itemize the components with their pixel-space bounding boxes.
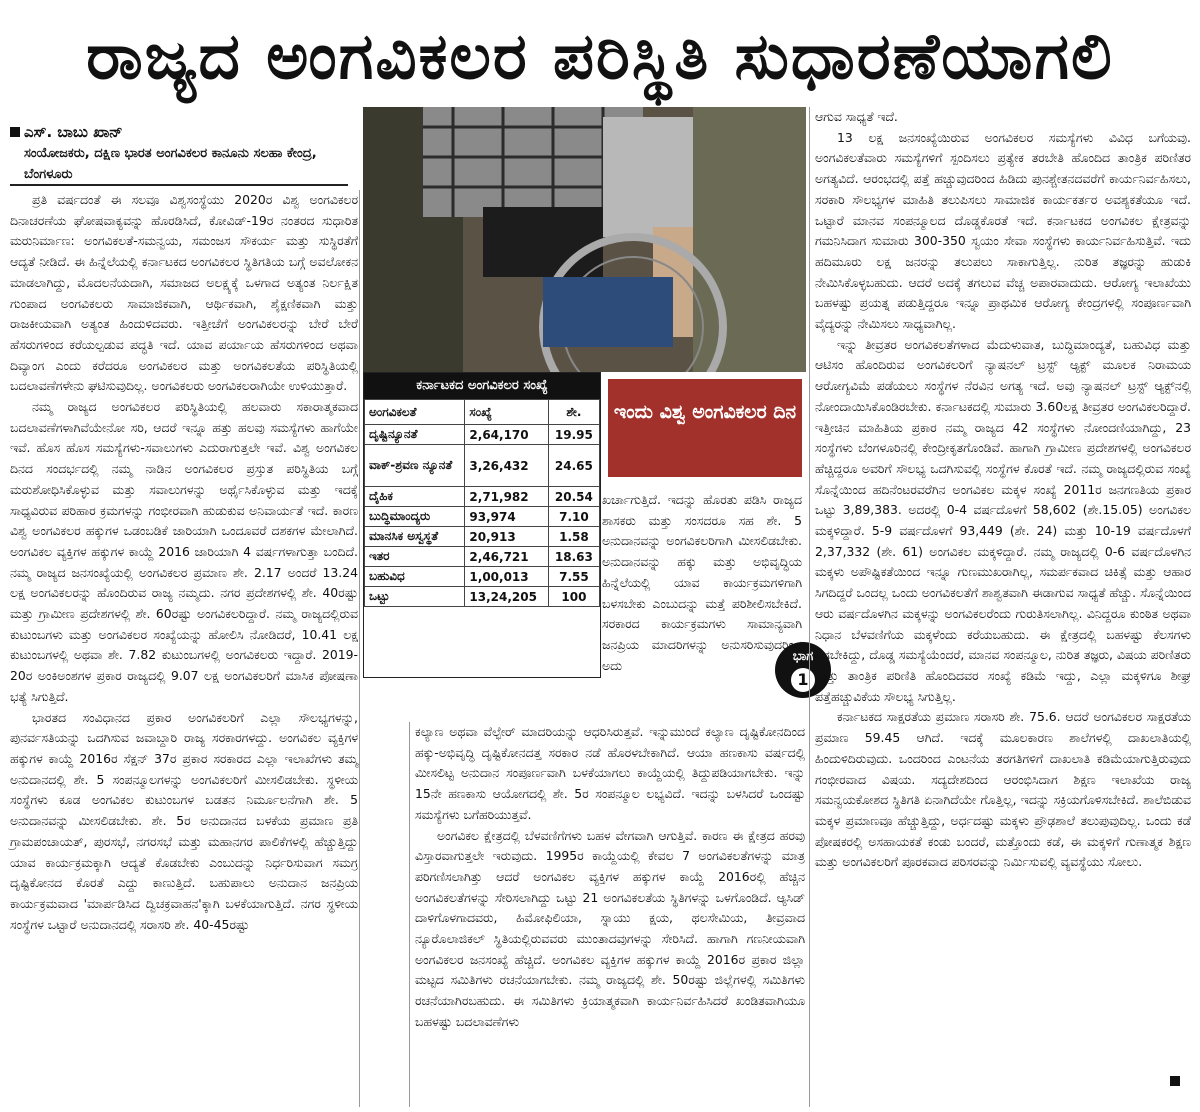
article-column-1 bbox=[10, 190, 358, 935]
table-header-row bbox=[365, 400, 600, 425]
end-mark-icon bbox=[1170, 1076, 1180, 1086]
author-role: ಸಂಯೋಜಕರು, ದಕ್ಷಿಣ ಭಾರತ ಅಂಗವಿಕಲರ ಕಾನೂನು ಸಲಹಾ ಕೇಂದ್ರ, ಬೆಂಗಳೂರು bbox=[24, 146, 317, 182]
table-cell: ವಾಕ್-ಶ್ರವಣ ನ್ಯೂನತೆ bbox=[365, 445, 465, 487]
table-row bbox=[365, 587, 600, 607]
table-cell: 20,913 bbox=[465, 527, 548, 547]
table-cell: ಬಹುವಿಧ bbox=[365, 567, 465, 587]
header-cell: ಅಂಗವಿಕಲತೆ bbox=[365, 400, 465, 425]
stats-grid bbox=[364, 399, 600, 607]
table-cell: 19.95 bbox=[548, 425, 599, 445]
bullet-square-icon bbox=[10, 127, 20, 137]
table-cell: ದೃಷ್ಟಿನ್ಯೂನತೆ bbox=[365, 425, 465, 445]
table-cell: 3,26,432 bbox=[465, 445, 548, 487]
header-cell: ಶೇ. bbox=[548, 400, 599, 425]
table-row bbox=[365, 527, 600, 547]
paragraph: ನಮ್ಮ ರಾಜ್ಯದ ಅಂಗವಿಕಲರ ಪರಿಸ್ಥಿತಿಯಲ್ಲಿ ಹಲವಾರು ಸಕಾರಾತ್ಮಕವಾದ ಬದಲಾವಣೆಗಳಾಗಿವೆಯೇನೋ ಸರಿ, ಆದರೆ ಇನ್ನೂ ಹತ್ತು ಹಲವು ಸಮಸ್ಯೆಗಳು ಹಾಗೆಯೇ ಇವೆ. ಹೊಸ ಹೊಸ ಸಮಸ್ಯೆಗಳು-ಸವಾಲುಗಳು ಎದುರಾಗುತ್ತಲೇ ಇವೆ. ವಿಶ್ವ ಅಂಗವಿಕಲ ದಿನದ ಸಂದರ್ಭದಲ್ಲಿ ನಮ್ಮ ನಾಡಿನ ಅಂಗವಿಕಲರ ಪ್ರಸ್ತುತ ಪರಿಸ್ಥಿತಿಯ ಬಗ್ಗೆ ಮರುಶೋಧಿಸಿಕೊಳ್ಳುವ ಮತ್ತು ಸವಾಲುಗಳನ್ನು ಅರ್ಥೈಸಿಕೊಳ್ಳುವ ಮತ್ತು ಇದಕ್ಕೆ ಸಾಧ್ಯವಿರುವ ಪರಿಹಾರ ಕ್ರಮಗಳನ್ನು ಗಂಭೀರವಾಗಿ ಹುಡುಕುವ ಅನಿವಾರ್ಯತೆ ಇದೆ. ಕಾರಣ ವಿಶ್ವ ಅಂಗವಿಕಲರ ಹಕ್ಕುಗಳ ಒಡಂಬಡಿಕೆ ಜಾರಿಯಾಗಿ ಒಂದೂವರೆ ದಶಕಗಳ ಮೇಲಾಗಿದೆ. ಅಂಗವಿಕಲ ವ್ಯಕ್ತಿಗಳ ಹಕ್ಕುಗಳ ಕಾಯ್ದೆ 2016 ಜಾರಿಯಾಗಿ 4 ವರ್ಷಗಳಾಗುತ್ತಾ ಬಂದಿದೆ. ನಮ್ಮ ರಾಜ್ಯದ ಜನಸಂಖ್ಯೆಯಲ್ಲಿ ಅಂಗವಿಕಲರ ಪ್ರಮಾಣ ಶೇ. 2.17 ಅಂದರೆ 13.24 ಲಕ್ಷ ಅಂಗವಿಕಲರನ್ನು ಹೊಂದಿರುವ ರಾಜ್ಯ ನಮ್ಮದು. ನಗರ ಪ್ರದೇಶಗಳಲ್ಲಿ ಶೇ. 40ರಷ್ಟು ಮತ್ತು ಗ್ರಾಮೀಣ ಪ್ರದೇಶಗಳಲ್ಲಿ ಶೇ. 60ರಷ್ಟು ಅಂಗವಿಕಲರಿದ್ದಾರೆ. ನಮ್ಮ ರಾಜ್ಯದಲ್ಲಿರುವ ಕುಟುಂಬಗಳು ಮತ್ತು ಅಂಗವಿಕಲರ ಸಂಖ್ಯೆಯನ್ನು ಹೋಲಿಸಿ ನೋಡಿದರೆ, 10.41 ಲಕ್ಷ ಕುಟುಂಬಗಳಲ್ಲಿ ಅಥವಾ ಶೇ. 7.82 ಕುಟುಂಬಗಳಲ್ಲಿ ಅಂಗವಿಕಲರು ಇದ್ದಾರೆ. 2019-20ರ ಅಂಕಿಅಂಶಗಳ ಪ್ರಕಾರ ರಾಜ್ಯದಲ್ಲಿ 9.07 ಲಕ್ಷ ಅಂಗವಿಕಲರಿಗೆ ಮಾಸಿಕ ಪೋಷಣಾ ಭತ್ಯೆ ಸಿಗುತ್ತಿದೆ. bbox=[10, 399, 358, 704]
part-label: ಭಾಗ bbox=[792, 649, 814, 664]
wheelchair-illustration bbox=[363, 107, 806, 372]
table-cell: ಮಾನಸಿಕ ಅಸ್ವಸ್ಥತೆ bbox=[365, 527, 465, 547]
table-row bbox=[365, 487, 600, 507]
table-row bbox=[365, 445, 600, 487]
table-row bbox=[365, 507, 600, 527]
table-cell: 18.63 bbox=[548, 547, 599, 567]
table-cell: 7.10 bbox=[548, 507, 599, 527]
table-cell: 2,71,982 bbox=[465, 487, 548, 507]
article-column-3 bbox=[815, 107, 1191, 873]
paragraph: ಪ್ರತಿ ವರ್ಷದಂತೆ ಈ ಸಲವೂ ವಿಶ್ವಸಂಸ್ಥೆಯು 2020ರ ವಿಶ್ವ ಅಂಗವಿಕಲರ ದಿನಾಚರಣೆಯ ಘೋಷವಾಕ್ಯವನ್ನು ಹೊರಡಿಸಿದೆ, ಕೋವಿಡ್-19ರ ನಂತರದ ಸುಧಾರಿತ ಮರುನಿರ್ಮಾಣ: ಅಂಗವಿಕಲತೆ-ಸಮನ್ವಯ, ಸಮಂಜಸ ಸೌಕರ್ಯ ಮತ್ತು ಸುಸ್ಥಿರತೆಗೆ ಆದ್ಯತೆ ನೀಡಿದೆ. ಈ ಹಿನ್ನೆಲೆಯಲ್ಲಿ ಕರ್ನಾಟಕದ ಅಂಗವಿಕಲರ ಸ್ಥಿತಿಗತಿಯ ಬಗ್ಗೆ ಅವಲೋಕನ ಮಾಡಲಾಗಿದ್ದು, ಮೊದಲನೆಯದಾಗಿ, ಸಮಾಜದ ಅಲಕ್ಷ್ಯಕ್ಕೆ ಒಳಗಾದ ಅತ್ಯಂತ ನಿರ್ಲಕ್ಷಿತ ಗುಂಪಾದ ಅಂಗವಿಕಲರು ಸಾಮಾಜಿಕವಾಗಿ, ಆರ್ಥಿಕವಾಗಿ, ಶೈಕ್ಷಣಿಕವಾಗಿ ಮತ್ತು ರಾಜಕೀಯವಾಗಿ ಅತ್ಯಂತ ಹಿಂದುಳಿದವರು. ಇತ್ತೀಚೆಗೆ ಅಂಗವಿಕಲರನ್ನು ಬೇರೆ ಬೇರೆ ಹೆಸರುಗಳಿಂದ ಕರೆಯಲ್ಪಡುವ ಪದ್ಧತಿ ಇದೆ. ಯಾವ ಪರ್ಯಾಯ ಹೆಸರುಗಳಿಂದ ಅಥವಾ ದಿವ್ಯಾಂಗ ಎಂದು ಕರೆದರೂ ಅಂಗವಿಕಲರ ಮತ್ತು ಅಂಗವಿಕಲತೆಯ ಪರಿಸ್ಥಿತಿಯಲ್ಲಿ ಬದಲಾವಣೆಗಳೇನು ಘಟಿಸುವುದಿಲ್ಲ. ಅಂಗವಿಕಲರು ಅಂಗವಿಕಲರಾಗಿಯೇ ಉಳಿಯುತ್ತಾರೆ. bbox=[10, 192, 358, 394]
table-row bbox=[365, 567, 600, 587]
column-divider bbox=[409, 722, 410, 1107]
table-cell: 100 bbox=[548, 587, 599, 607]
byline bbox=[10, 122, 355, 185]
column-divider bbox=[359, 190, 360, 1107]
table-cell: 7.55 bbox=[548, 567, 599, 587]
table-row bbox=[365, 547, 600, 567]
table-cell: 24.65 bbox=[548, 445, 599, 487]
byline-rule bbox=[10, 184, 348, 186]
table-cell: 93,974 bbox=[465, 507, 548, 527]
table-cell: 20.54 bbox=[548, 487, 599, 507]
paragraph: ಕಲ್ಯಾಣ ಅಥವಾ ವೆಲ್ಫೇರ್ ಮಾದರಿಯನ್ನು ಆಧರಿಸಿರುತ್ತವೆ. ಇನ್ನುಮುಂದೆ ಕಲ್ಯಾಣ ದೃಷ್ಟಿಕೋನದಿಂದ ಹಕ್ಕು-ಅಭಿವೃದ್ಧಿ ದೃಷ್ಟಿಕೋನದತ್ತ ಸರಕಾರ ನಡೆ ಹೊರಳಬೇಕಾಗಿದೆ. ಆಯಾ ಹಣಕಾಸು ವರ್ಷದಲ್ಲಿ ಮೀಸಲಿಟ್ಟ ಅನುದಾನ ಸಂಪೂರ್ಣವಾಗಿ ಬಳಕೆಯಾಗಲು ಕಾಯ್ದೆಯಲ್ಲಿ ತಿದ್ದುಪಡಿಯಾಗಬೇಕು. ಇನ್ನು 15ನೇ ಹಣಕಾಸು ಆಯೋಗದಲ್ಲಿ ಶೇ. 5ರ ಸಂಪನ್ಮೂಲ ಲಭ್ಯವಿದೆ. ಇದನ್ನು ಬಳಸಿದರೆ ಒಂದಷ್ಟು ಸಮಸ್ಯೆಗಳು ಬಗೆಹರಿಯುತ್ತವೆ. bbox=[415, 724, 805, 822]
table-cell: ಒಟ್ಟು bbox=[365, 587, 465, 607]
table-cell: 2,46,721 bbox=[465, 547, 548, 567]
table-cell: 13,24,205 bbox=[465, 587, 548, 607]
world-disability-day-banner: ಇಂದು ವಿಶ್ವ ಅಂಗವಿಕಲರ ದಿನ bbox=[605, 376, 805, 480]
table-cell: 1.58 bbox=[548, 527, 599, 547]
wheelchair-photo bbox=[363, 107, 806, 372]
paragraph: ಅಂಗವಿಕಲ ಕ್ಷೇತ್ರದಲ್ಲಿ ಬೆಳವಣಿಗೆಗಳು ಬಹಳ ವೇಗವಾಗಿ ಆಗುತ್ತಿವೆ. ಕಾರಣ ಈ ಕ್ಷೇತ್ರದ ಹರವು ವಿಸ್ತಾರವಾಗುತ್ತಲೇ ಇರುವುದು. 1995ರ ಕಾಯ್ದೆಯಲ್ಲಿ ಕೇವಲ 7 ಅಂಗವಿಕಲತೆಗಳನ್ನು ಮಾತ್ರ ಪರಿಗಣಿಸಲಾಗಿತ್ತು ಆದರೆ ಅಂಗವಿಕಲ ವ್ಯಕ್ತಿಗಳ ಹಕ್ಕುಗಳ ಕಾಯ್ದೆ 2016ರಲ್ಲಿ ಹೆಚ್ಚಿನ ಅಂಗವಿಕಲತೆಗಳನ್ನು ಸೇರಿಸಲಾಗಿದ್ದು ಒಟ್ಟು 21 ಅಂಗವಿಕಲತೆಯ ಸ್ಥಿತಿಗಳನ್ನು ಒಳಗೊಂಡಿದೆ. ಆ್ಯಸಿಡ್ ದಾಳಿಗೊಳಗಾದವರು, ಹಿಮೋಫಿಲಿಯಾ, ಸ್ನಾಯು ಕ್ಷಯ, ಥಲಸೇಮಿಯ, ತೀವ್ರವಾದ ನ್ಯೂರೊಲಾಜಿಕಲ್ ಸ್ಥಿತಿಯಲ್ಲಿರುವವರು ಮುಂತಾದವುಗಳನ್ನು ಸೇರಿಸಿದೆ. ಹಾಗಾಗಿ ಗಣನೀಯವಾಗಿ ಅಂಗವಿಕಲರ ಜನಸಂಖ್ಯೆ ಹೆಚ್ಚಿದೆ. ಅಂಗವಿಕಲ ವ್ಯಕ್ತಿಗಳ ಹಕ್ಕುಗಳ ಕಾಯ್ದೆ 2016ರ ಪ್ರಕಾರ ಜಿಲ್ಲಾ ಮಟ್ಟದ ಸಮಿತಿಗಳು ರಚನೆಯಾಗಬೇಕು. ನಮ್ಮ ರಾಜ್ಯದಲ್ಲಿ ಶೇ. 50ರಷ್ಟು ಜಿಲ್ಲೆಗಳಲ್ಲಿ ಸಮಿತಿಗಳು ರಚನೆಯಾಗಿರಬಹುದು. ಈ ಸಮಿತಿಗಳು ಕ್ರಿಯಾತ್ಮಕವಾಗಿ ಕಾರ್ಯನಿರ್ವಹಿಸಿದರೆ ಖಂಡಿತವಾಗಿಯೂ ಬಹಳಷ್ಟು ಬದಲಾವಣೆಗಳು bbox=[415, 827, 805, 1029]
paragraph: 13 ಲಕ್ಷ ಜನಸಂಖ್ಯೆಯಿರುವ ಅಂಗವಿಕಲರ ಸಮಸ್ಯೆಗಳು ವಿವಿಧ ಬಗೆಯವು. ಅಂಗವಿಕಲತೆವಾರು ಸಮಸ್ಯೆಗಳಿಗೆ ಸ್ಪಂದಿಸಲು ಪ್ರತ್ಯೇಕ ತರಬೇತಿ ಹೊಂದಿದ ತಾಂತ್ರಿಕ ಪರಿಣಿತರ ಅಗತ್ಯವಿದೆ. ಆರಂಭದಲ್ಲಿ ಪತ್ತೆ ಹಚ್ಚುವುದರಿಂದ ಹಿಡಿದು ಪುನಶ್ಚೇತನದವರೆಗೆ ಕಾರ್ಯನಿರ್ವಹಿಸಲು, ಸರಕಾರಿ ಸೌಲಭ್ಯಗಳ ಮಾಹಿತಿ ತಲುಪಿಸಲು ಸಾಮಾಜಿಕ ಕಾರ್ಯಕರ್ತರ ಅವಶ್ಯಕತೆಯೂ ಇದೆ. ಒಟ್ಟಾರೆ ಮಾನವ ಸಂಪನ್ಮೂಲದ ದೊಡ್ಡಕೊರತೆ ಇದೆ. ಕರ್ನಾಟಕದ ಅಂಗವಿಕಲ ಕ್ಷೇತ್ರವನ್ನು ಗಮನಿಸಿದಾಗ ಸುಮಾರು 300-350 ಸ್ವಯಂ ಸೇವಾ ಸಂಸ್ಥೆಗಳು ಕಾರ್ಯನಿರ್ವಹಿಸುತ್ತಿವೆ. ಇದು ಹದಿಮೂರು ಲಕ್ಷ ಜನರನ್ನು ತಲುಪಲು ಸಾಕಾಗುತ್ತಿಲ್ಲ. ನುರಿತ ತಜ್ಞರನ್ನು ಹುಡುಕಿ ನೇಮಿಸಿಕೊಳ್ಳಬಹುದು. ಆದರೆ ಅದಕ್ಕೆ ತಗಲುವ ವೆಚ್ಚ ಅಪಾರವಾದುದು. ಆರೋಗ್ಯ ಇಲಾಖೆಯು ಬಹಳಷ್ಟು ಪ್ರಯತ್ನ ಪಡುತ್ತಿದ್ದರೂ ಇನ್ನೂ ಪ್ರಾಥಮಿಕ ಆರೋಗ್ಯ ಕೇಂದ್ರಗಳಲ್ಲಿ ಸಂಪೂರ್ಣವಾಗಿ ವೈದ್ಯರನ್ನು ನೇಮಿಸಲು ಸಾಧ್ಯವಾಗಿಲ್ಲ. bbox=[815, 129, 1191, 332]
disability-stats-table bbox=[363, 372, 601, 678]
headline: ರಾಜ್ಯದ ಅಂಗವಿಕಲರ ಪರಿಸ್ಥಿತಿ ಸುಧಾರಣೆಯಾಗಲಿ bbox=[86, 20, 1114, 94]
article-column-2 bbox=[415, 722, 805, 1033]
paragraph: ಆಗುವ ಸಾಧ್ಯತೆ ಇದೆ. bbox=[815, 109, 898, 124]
article-column-2-top bbox=[602, 490, 802, 676]
header-cell: ಸಂಖ್ಯೆ bbox=[465, 400, 548, 425]
paragraph: ಭಾರತದ ಸಂವಿಧಾನದ ಪ್ರಕಾರ ಅಂಗವಿಕಲರಿಗೆ ಎಲ್ಲಾ ಸೌಲಭ್ಯಗಳನ್ನು, ಪುನರ್ವಸತಿಯನ್ನು ಒದಗಿಸುವ ಜವಾಬ್ದಾರಿ ರಾಜ್ಯ ಸರಕಾರಗಳದ್ದು. ಅಂಗವಿಕಲ ವ್ಯಕ್ತಿಗಳ ಹಕ್ಕುಗಳ ಕಾಯ್ದೆ 2016ರ ಸೆಕ್ಷನ್ 37ರ ಪ್ರಕಾರ ಸರಕಾರದ ಎಲ್ಲಾ ಇಲಾಖೆಗಳು ತಮ್ಮ ಅನುದಾನದಲ್ಲಿ ಶೇ. 5 ಸಂಪನ್ಮೂಲಗಳನ್ನು ಅಂಗವಿಕಲರಿಗೆ ಮೀಸಲಿಡಬೇಕು. ಸ್ಥಳೀಯ ಸಂಸ್ಥೆಗಳು ಕೂಡ ಅಂಗವಿಕಲ ಕುಟುಂಬಗಳ ಬಡತನ ನಿರ್ಮೂಲನೆಗಾಗಿ ಶೇ. 5 ಅನುದಾನವನ್ನು ಮೀಸಲಿಡಬೇಕು. ಶೇ. 5ರ ಅನುದಾನದ ಬಳಕೆಯ ಪ್ರಮಾಣ ಪ್ರತಿ ಗ್ರಾಮಪಂಚಾಯತ್, ಪುರಸಭೆ, ನಗರಸಭೆ ಮತ್ತು ಮಹಾನಗರ ಪಾಲಿಕೆಗಳಲ್ಲಿ ಹೆಚ್ಚುತ್ತಿದ್ದು ಯಾವ ಕಾರ್ಯಕ್ರಮಕ್ಕಾಗಿ ಆದ್ಯತೆ ಕೊಡಬೇಕು ಎಂಬುದನ್ನು ನಿರ್ಧರಿಸುವಾಗ ಸಮಗ್ರ ದೃಷ್ಟಿಕೋನದ ಕೊರತೆ ಎದ್ದು ಕಾಣುತ್ತಿದೆ. ಬಹುಪಾಲು ಅನುದಾನ ಜನಪ್ರಿಯ ಕಾರ್ಯಕ್ರಮವಾದ 'ಮಾರ್ಪಡಿಸಿದ ದ್ವಿಚಕ್ರವಾಹನ'ಕ್ಕಾಗಿ ಬಳಕೆಯಾಗುತ್ತಿದೆ. ನಗರ ಸ್ಥಳೀಯ ಸಂಸ್ಥೆಗಳ ಒಟ್ಟಾರೆ ಅನುದಾನದಲ್ಲಿ ಸರಾಸರಿ ಶೇ. 40-45ರಷ್ಟು bbox=[10, 709, 358, 932]
paragraph: ಖರ್ಚಾಗುತ್ತಿದೆ. ಇದನ್ನು ಹೊರತು ಪಡಿಸಿ ರಾಜ್ಯದ ಶಾಸಕರು ಮತ್ತು ಸಂಸದರೂ ಸಹ ಶೇ. 5 ಅನುದಾನವನ್ನು ಅಂಗವಿಕಲರಿಗಾಗಿ ಮೀಸಲಿಡಬೇಕು. ಅನುದಾನವನ್ನು ಹಕ್ಕು ಮತ್ತು ಅಭಿವೃದ್ಧಿಯ ಹಿನ್ನೆಲೆಯಲ್ಲಿ ಯಾವ ಕಾರ್ಯಕ್ರಮಗಳಿಗಾಗಿ ಬಳಸಬೇಕು ಎಂಬುದನ್ನು ಮತ್ತೆ ಪರಿಶೀಲಿಸಬೇಕಿದೆ. ಸರಕಾರದ ಕಾರ್ಯಕ್ರಮಗಳು ಸಾಮಾನ್ಯವಾಗಿ ಜನಪ್ರಿಯ ಮಾದರಿಗಳನ್ನು ಅನುಸರಿಸುವುದರಿಂದ ಅದು bbox=[602, 492, 802, 673]
table-title: ಕರ್ನಾಟಕದ ಅಂಗವಿಕಲರ ಸಂಖ್ಯೆ bbox=[364, 373, 600, 399]
author-name: ಎಸ್. ಬಾಬು ಖಾನ್ bbox=[24, 123, 123, 141]
table-row bbox=[365, 425, 600, 445]
part-number: 1 bbox=[791, 668, 815, 692]
column-divider bbox=[809, 107, 810, 1107]
paragraph: ಇನ್ನು ತೀವ್ರತರ ಅಂಗವಿಕಲತೆಗಳಾದ ಮೆದುಳುವಾತ, ಬುದ್ಧಿಮಾಂದ್ಯತೆ, ಬಹುವಿಧ ಮತ್ತು ಆಟಿಸಂ ಹೊಂದಿರುವ ಅಂಗವಿಕಲರಿಗೆ ನ್ಯಾಷನಲ್ ಟ್ರಸ್ಟ್ ಆ್ಯಕ್ಟ್ ಮೂಲಕ ನಿರಾಮಯ ಆರೋಗ್ಯವಿಮೆ ಪಡೆಯಲು ಸಂಸ್ಥೆಗಳ ನೆರವಿನ ಅಗತ್ಯ ಇದೆ. ಅವು ನ್ಯಾಷನಲ್ ಟ್ರಸ್ಟ್ ಆ್ಯಕ್ಟ್‌ನಲ್ಲಿ ನೋಂದಾಯಿಸಿಕೊಂಡಿರಬೇಕು. ಕರ್ನಾಟಕದಲ್ಲಿ ಸುಮಾರು 3.60ಲಕ್ಷ ತೀವ್ರತರ ಅಂಗವಿಕಲರಿದ್ದಾರೆ. ಇತ್ತೀಚಿನ ಮಾಹಿತಿಯ ಪ್ರಕಾರ ನಮ್ಮ ರಾಜ್ಯದ 42 ಸಂಸ್ಥೆಗಳು ನೋಂದಣಿಯಾಗಿದ್ದು, 23 ಸಂಸ್ಥೆಗಳು ಬೆಂಗಳೂರಿನಲ್ಲಿ ಕೇಂದ್ರೀಕೃತಗೊಂಡಿವೆ. ಹಾಗಾಗಿ ಗ್ರಾಮೀಣ ಪ್ರದೇಶಗಳಲ್ಲಿ ಅಂಗವಿಕಲರ ಹೆಚ್ಚಿದ್ದರೂ ಅವರಿಗೆ ಸೌಲಭ್ಯ ಒದಗಿಸುವಲ್ಲಿ ಸಂಸ್ಥೆಗಳ ಕೊರತೆ ಇದೆ. ನಮ್ಮ ರಾಜ್ಯದಲ್ಲಿರುವ ಸಂಖ್ಯೆ ಸೊನ್ನೆಯಿಂದ ಹದಿನೆಂಟರವರೆಗಿನ ಅಂಗವಿಕಲ ಮಕ್ಕಳ ಸಂಖ್ಯೆ 2011ರ ಜನಗಣತಿಯ ಪ್ರಕಾರ ಒಟ್ಟು 3,89,383. ಅದರಲ್ಲಿ 0-4 ವರ್ಷದೊಳಗೆ 58,602 (ಶೇ.15.05) ಅಂಗವಿಕಲ ಮಕ್ಕಳಿದ್ದಾರೆ. 5-9 ವರ್ಷದೊಳಗೆ 93,449 (ಶೇ. 24) ಮತ್ತು 10-19 ವರ್ಷದೊಳಗೆ 2,37,332 (ಶೇ. 61) ಅಂಗವಿಕಲ ಮಕ್ಕಳಿದ್ದಾರೆ. ನಮ್ಮ ರಾಜ್ಯದಲ್ಲಿ 0-6 ವರ್ಷದೊಳಗಿನ ಮಕ್ಕಳು ಅಪೌಷ್ಟಿಕತೆಯಿಂದ ಇನ್ನೂ ಗುಣಮುಖರಾಗಿಲ್ಲ, ಸಮರ್ಪಕವಾದ ಚಿಕಿತ್ಸೆ ಮತ್ತು ಆಹಾರ ಸಿಗದಿದ್ದರೆ ಒಂದಲ್ಲ ಒಂದು ಅಂಗವಿಕಲತೆಗೆ ಶಾಶ್ವತವಾಗಿ ಈಡಾಗುವ ಸಾಧ್ಯತೆ ಹೆಚ್ಚು. ಸೊನ್ನೆಯಿಂದ ಆರು ವರ್ಷದೊಳಗಿನ ಮಕ್ಕಳನ್ನು ಅಂಗವಿಕಲರೆಂದು ಗುರುತಿಸಲಾಗಿಲ್ಲ. ವಿನಿದ್ದರೂ ಕುಂಠಿತ ಅಥವಾ ನಿಧಾನ ಬೆಳವಣಿಗೆಯ ಮಕ್ಕಳೆಂದು ಕರೆಯಬಹುದು. ಈ ಕ್ಷೇತ್ರದಲ್ಲಿ ಬಹಳಷ್ಟು ಕೆಲಸಗಳು ಆಗಬೇಕಿದ್ದು, ದೊಡ್ಡ ಸಮಸ್ಯೆಯೆಂದರೆ, ಮಾನವ ಸಂಪನ್ಮೂಲ, ನುರಿತ ತಜ್ಞರು, ವಿಷಯ ಪರಿಣಿತರು ಮತ್ತು ತಾಂತ್ರಿಕ ಪರಿಣಿತಿ ಹೊಂದಿದವರ ಸಂಖ್ಯೆ ಕಡಿಮೆ ಇದ್ದು, ಎಲ್ಲಾ ಮಕ್ಕಳಿಗೂ ಶೀಘ್ರ ಪತ್ತೆಹಚ್ಚುವಿಕೆಯ ಸೌಲಭ್ಯ ಸಿಗುತ್ತಿಲ್ಲ. bbox=[815, 336, 1191, 704]
table-cell: 2,64,170 bbox=[465, 425, 548, 445]
paragraph: ಕರ್ನಾಟಕದ ಸಾಕ್ಷರತೆಯ ಪ್ರಮಾಣ ಸರಾಸರಿ ಶೇ. 75.6. ಆದರೆ ಅಂಗವಿಕಲರ ಸಾಕ್ಷರತೆಯ ಪ್ರಮಾಣ 59.45 ಆಗಿದೆ. ಇದಕ್ಕೆ ಮೂಲಕಾರಣ ಶಾಲೆಗಳಲ್ಲಿ ದಾಖಲಾತಿಯಲ್ಲಿ ಹಿಂದುಳಿದಿರುವುದು. ಒಂದರಿಂದ ಎಂಟನೆಯ ತರಗತಿಗಳಿಗೆ ದಾಖಲಾತಿ ಕಡಿಮೆಯಾಗುತ್ತಿರುವುದು ಗಂಭೀರವಾದ ವಿಷಯ. ಸದ್ಯದೇಶದಿಂದ ಆರಂಭಿಸಿದಾಗ ಶಿಕ್ಷಣ ಇಲಾಖೆಯ ರಾಜ್ಯ ಸಮನ್ವಯಕೋಶದ ಸ್ಥಿತಿಗತಿ ಏನಾಗಿದೆಯೇ ಗೊತ್ತಿಲ್ಲ, ಇದನ್ನು ಸಕ್ರಿಯಗೊಳಿಸಬೇಕಿದೆ. ಶಾಲೆಬಿಡುವ ಮಕ್ಕಳ ಪ್ರಮಾಣವೂ ಹೆಚ್ಚುತ್ತಿದ್ದು, ಅರ್ಧದಷ್ಟು ಮಕ್ಕಳು ಪ್ರೌಢಶಾಲೆ ತಲುಪುವುದಿಲ್ಲ. ಒಂದು ಕಡೆ ಪೋಷಕರಲ್ಲಿ ಅಸಹಾಯಕತೆ ಕಂಡು ಬಂದರೆ, ಮತ್ತೊಂದು ಕಡೆ, ಈ ಮಕ್ಕಳಿಗೆ ಗುಣಾತ್ಮಕ ಶಿಕ್ಷಣ ಮತ್ತು ಅಂಗವಿಕಲರಿಗೆ ಪೂರಕವಾದ ಪರಿಸರವನ್ನು ನಿರ್ಮಿಸುವಲ್ಲಿ ವ್ಯವಸ್ಥೆಯು ಸೋಲು. bbox=[815, 709, 1191, 870]
table-cell: ಇತರ bbox=[365, 547, 465, 567]
table-cell: ಬುದ್ಧಿಮಾಂದ್ಯರು bbox=[365, 507, 465, 527]
table-cell: 1,00,013 bbox=[465, 567, 548, 587]
table-cell: ದೈಹಿಕ bbox=[365, 487, 465, 507]
